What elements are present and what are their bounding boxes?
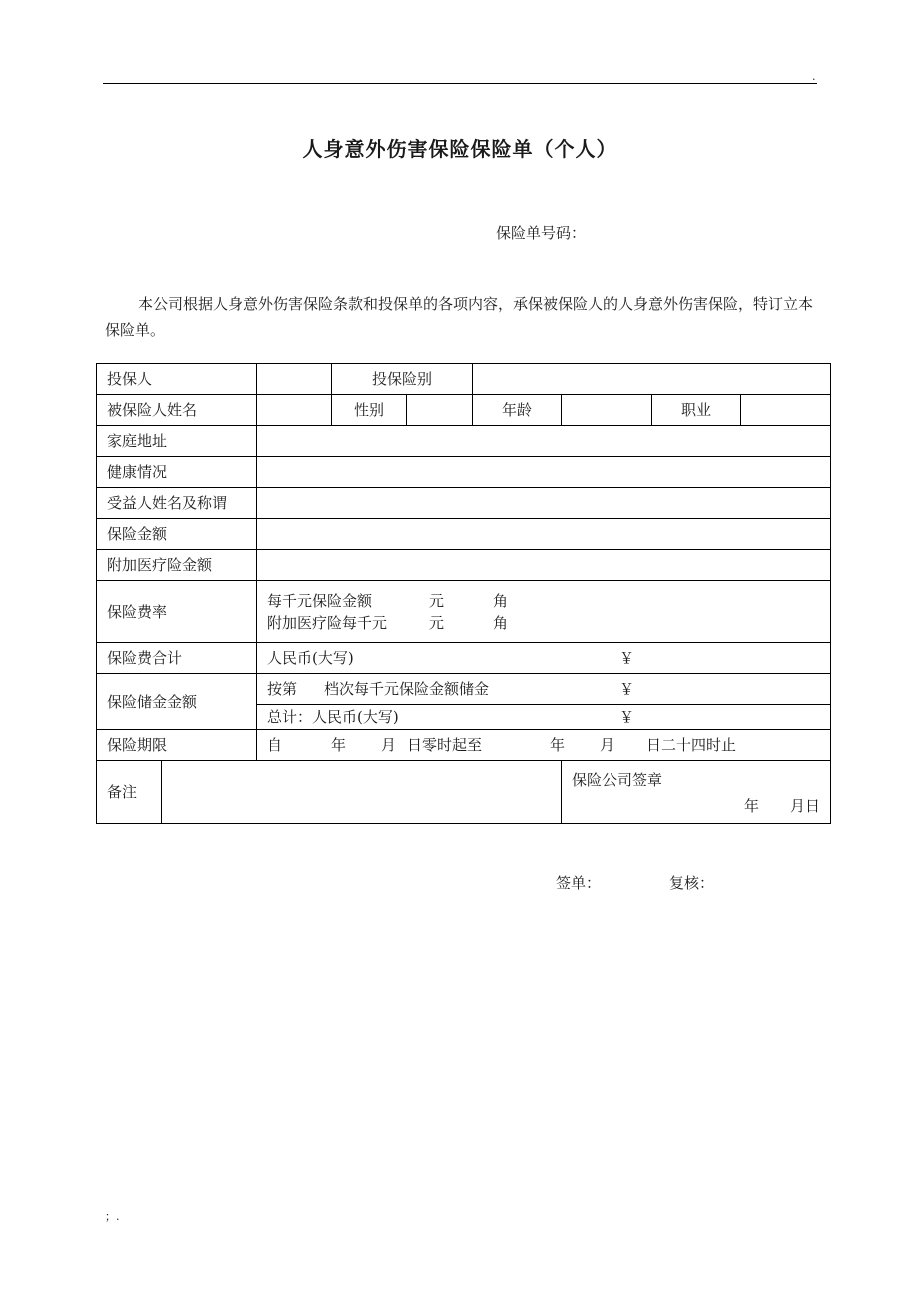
age-label: 年龄 xyxy=(473,395,562,426)
seal-date-day: 日 xyxy=(805,797,821,815)
table-row xyxy=(97,674,831,705)
policy-table xyxy=(96,363,831,824)
insured-name-label: 被保险人姓名 xyxy=(97,395,257,426)
premium-rate-value xyxy=(257,581,831,643)
rate-line2-yuan: 元 xyxy=(429,613,445,632)
remarks-value[interactable] xyxy=(162,761,562,824)
table-row xyxy=(97,581,831,643)
table-row xyxy=(97,426,831,457)
footer-mark: ；. xyxy=(105,1210,120,1223)
reserve-total-text: 总计：人民币(大写) xyxy=(267,708,399,726)
seal-date-year: 年 xyxy=(744,797,760,815)
period-part: 自 xyxy=(267,736,283,754)
table-row xyxy=(97,395,831,426)
company-seal-cell xyxy=(562,761,831,824)
review-label: 复核： xyxy=(669,874,715,892)
insured-name-value[interactable] xyxy=(257,395,332,426)
applicant-value[interactable] xyxy=(257,364,332,395)
health-label: 健康情况 xyxy=(97,457,257,488)
reserve-line1-a: 按第 xyxy=(267,680,298,698)
reserve-line2 xyxy=(257,705,831,730)
gender-value[interactable] xyxy=(407,395,473,426)
rate-line1-yuan: 元 xyxy=(429,591,445,610)
period-part: 日二十四时止 xyxy=(646,736,737,754)
age-value[interactable] xyxy=(562,395,652,426)
applicant-label: 投保人 xyxy=(97,364,257,395)
address-value[interactable] xyxy=(257,426,831,457)
rate-line1-label: 每千元保险金额 xyxy=(267,591,373,610)
page-title: 人身意外伤害保险保险单（个人） xyxy=(302,137,618,161)
header-dot: . xyxy=(812,70,816,83)
period-part: 月 xyxy=(381,736,397,754)
policy-number-label: 保险单号码： xyxy=(496,224,587,242)
insurance-type-label: 投保险别 xyxy=(332,364,473,395)
yen-sign: ￥ xyxy=(619,708,635,726)
sum-insured-label: 保险金额 xyxy=(97,519,257,550)
premium-total-value xyxy=(257,643,831,674)
table-row xyxy=(97,519,831,550)
rate-line1-jiao: 角 xyxy=(493,591,509,610)
period-part: 年 xyxy=(331,736,347,754)
seal-date-month: 月 xyxy=(790,797,806,815)
header-rule xyxy=(103,83,817,84)
remarks-label: 备注 xyxy=(97,761,162,824)
address-label: 家庭地址 xyxy=(97,426,257,457)
rate-line2-jiao: 角 xyxy=(493,613,509,632)
period-part: 月 xyxy=(600,736,616,754)
period-value xyxy=(257,730,831,761)
premium-total-label: 保险费合计 xyxy=(97,643,257,674)
table-row xyxy=(97,730,831,761)
sum-insured-value[interactable] xyxy=(257,519,831,550)
table-row xyxy=(97,761,831,824)
gender-label: 性别 xyxy=(332,395,407,426)
signoff xyxy=(556,872,714,893)
medical-amount-label: 附加医疗险金额 xyxy=(97,550,257,581)
reserve-line1 xyxy=(257,674,831,705)
company-seal-label: 保险公司签章 xyxy=(572,771,663,789)
yen-sign: ￥ xyxy=(619,680,635,698)
sign-label: 签单： xyxy=(556,874,602,892)
table-row xyxy=(97,643,831,674)
table-row xyxy=(97,364,831,395)
premium-total-text: 人民币(大写) xyxy=(267,649,354,667)
beneficiary-value[interactable] xyxy=(257,488,831,519)
rate-line2-label: 附加医疗险每千元 xyxy=(267,613,388,632)
health-value[interactable] xyxy=(257,457,831,488)
occupation-label: 职业 xyxy=(652,395,741,426)
yen-sign: ￥ xyxy=(619,649,635,667)
insurance-type-value[interactable] xyxy=(473,364,831,395)
reserve-line1-b: 档次每千元保险金额储金 xyxy=(324,680,490,698)
period-part: 年 xyxy=(550,736,566,754)
period-part: 日零时起至 xyxy=(407,736,483,754)
premium-rate-label: 保险费率 xyxy=(97,581,257,643)
table-row xyxy=(97,488,831,519)
table-row xyxy=(97,457,831,488)
occupation-value[interactable] xyxy=(741,395,831,426)
intro-paragraph: 本公司根据人身意外伤害保险条款和投保单的各项内容，承保被保险人的人身意外伤害保险，特订立本保险单。 xyxy=(105,295,814,339)
reserve-label: 保险储金金额 xyxy=(97,674,257,730)
table-row xyxy=(97,550,831,581)
period-label: 保险期限 xyxy=(97,730,257,761)
medical-amount-value[interactable] xyxy=(257,550,831,581)
beneficiary-label: 受益人姓名及称谓 xyxy=(97,488,257,519)
